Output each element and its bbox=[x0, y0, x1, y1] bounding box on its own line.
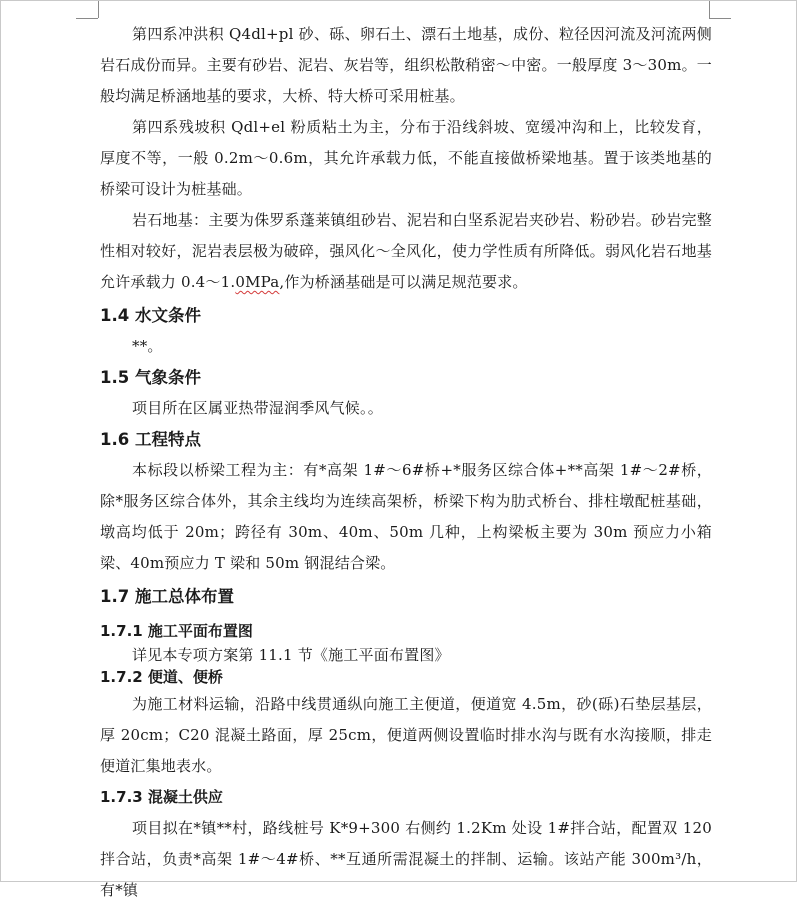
heading-access-roads: 1.7.2 便道、便桥 bbox=[100, 668, 223, 686]
heading-hydrology: 1.4 水文条件 bbox=[100, 306, 201, 325]
paragraph-rock-foundation bbox=[100, 205, 712, 298]
paragraph-climate: 项目所在区属亚热带湿润季风气候。。 bbox=[132, 399, 383, 417]
paragraph-site-plan: 详见本专项方案第 11.1 节《施工平面布置图》 bbox=[132, 646, 450, 664]
margin-corner-mark-left bbox=[76, 18, 98, 19]
paragraph-hydrology: **。 bbox=[132, 337, 163, 355]
heading-concrete-supply: 1.7.3 混凝土供应 bbox=[100, 788, 223, 806]
paragraph-text: 岩石地基：主要为侏罗系蓬莱镇组砂岩、泥岩和白坚系泥岩夹砂岩、粉砂岩。砂岩完整性相对较好，泥岩表层极为破碎，强风化～全风化，使力学性质有所降低。弱风化岩石地基允许承载力 0.4～1. bbox=[100, 211, 712, 291]
margin-corner-mark-right bbox=[709, 1, 710, 18]
paragraph-text: ,作为桥涵基础是可以满足规范要求。 bbox=[279, 273, 528, 291]
heading-climate: 1.5 气象条件 bbox=[100, 368, 201, 387]
paragraph-access-roads: 为施工材料运输，沿路中线贯通纵向施工主便道，便道宽 4.5m，砂(砾)石垫层基层，厚 20cm；C20 混凝土路面，厚 25cm，便道两侧设置临时排水沟与既有水沟接顺，排走便道汇集地表水。 bbox=[100, 695, 712, 775]
paragraph-residual-soil: 第四系残坡积 Qdl+el 粉质粘土为主，分布于沿线斜坡、宽缓冲沟和上，比较发育，厚度不等，一般 0.2m～0.6m，其允许承载力低，不能直接做桥梁地基。置于该类地基的桥梁可设计为桩基础。 bbox=[100, 118, 712, 198]
spellcheck-underlined-text[interactable]: 0MPa bbox=[235, 273, 280, 291]
heading-construction-layout: 1.7 施工总体布置 bbox=[100, 587, 234, 606]
margin-corner-mark-left bbox=[98, 1, 99, 18]
heading-project-features: 1.6 工程特点 bbox=[100, 430, 201, 449]
document-body bbox=[100, 19, 712, 906]
paragraph-concrete-supply: 项目拟在*镇**村，路线桩号 K*9+300 右侧约 1.2Km 处设 1#拌合站，配置双 120 拌合站，负责*高架 1#～4#桥、**互通所需混凝土的拌制、运输。该站产能 300m³/h，有*镇 bbox=[100, 819, 712, 899]
paragraph-project-features: 本标段以桥梁工程为主：有*高架 1#～6#桥+*服务区综合体+**高架 1#～2#桥，除*服务区综合体外，其余主线均为连续高架桥，桥梁下构为肋式桥台、排柱墩配桩基础，墩高均低于 20m；跨径有 30m、40m、50m 几种，上构梁板主要为 30m 预应力小箱梁、40m预应力 T 梁和 50m 钢混结合梁。 bbox=[100, 461, 712, 572]
heading-site-plan: 1.7.1 施工平面布置图 bbox=[100, 622, 253, 640]
margin-corner-mark-right bbox=[709, 18, 731, 19]
paragraph-alluvial-soil: 第四系冲洪积 Q4dl+pl 砂、砾、卵石土、漂石土地基，成份、粒径因河流及河流两侧岩石成份而异。主要有砂岩、泥岩、灰岩等，组织松散稍密～中密。一般厚度 3～30m。一般均满足桥涵地基的要求，大桥、特大桥可采用桩基。 bbox=[100, 25, 712, 105]
